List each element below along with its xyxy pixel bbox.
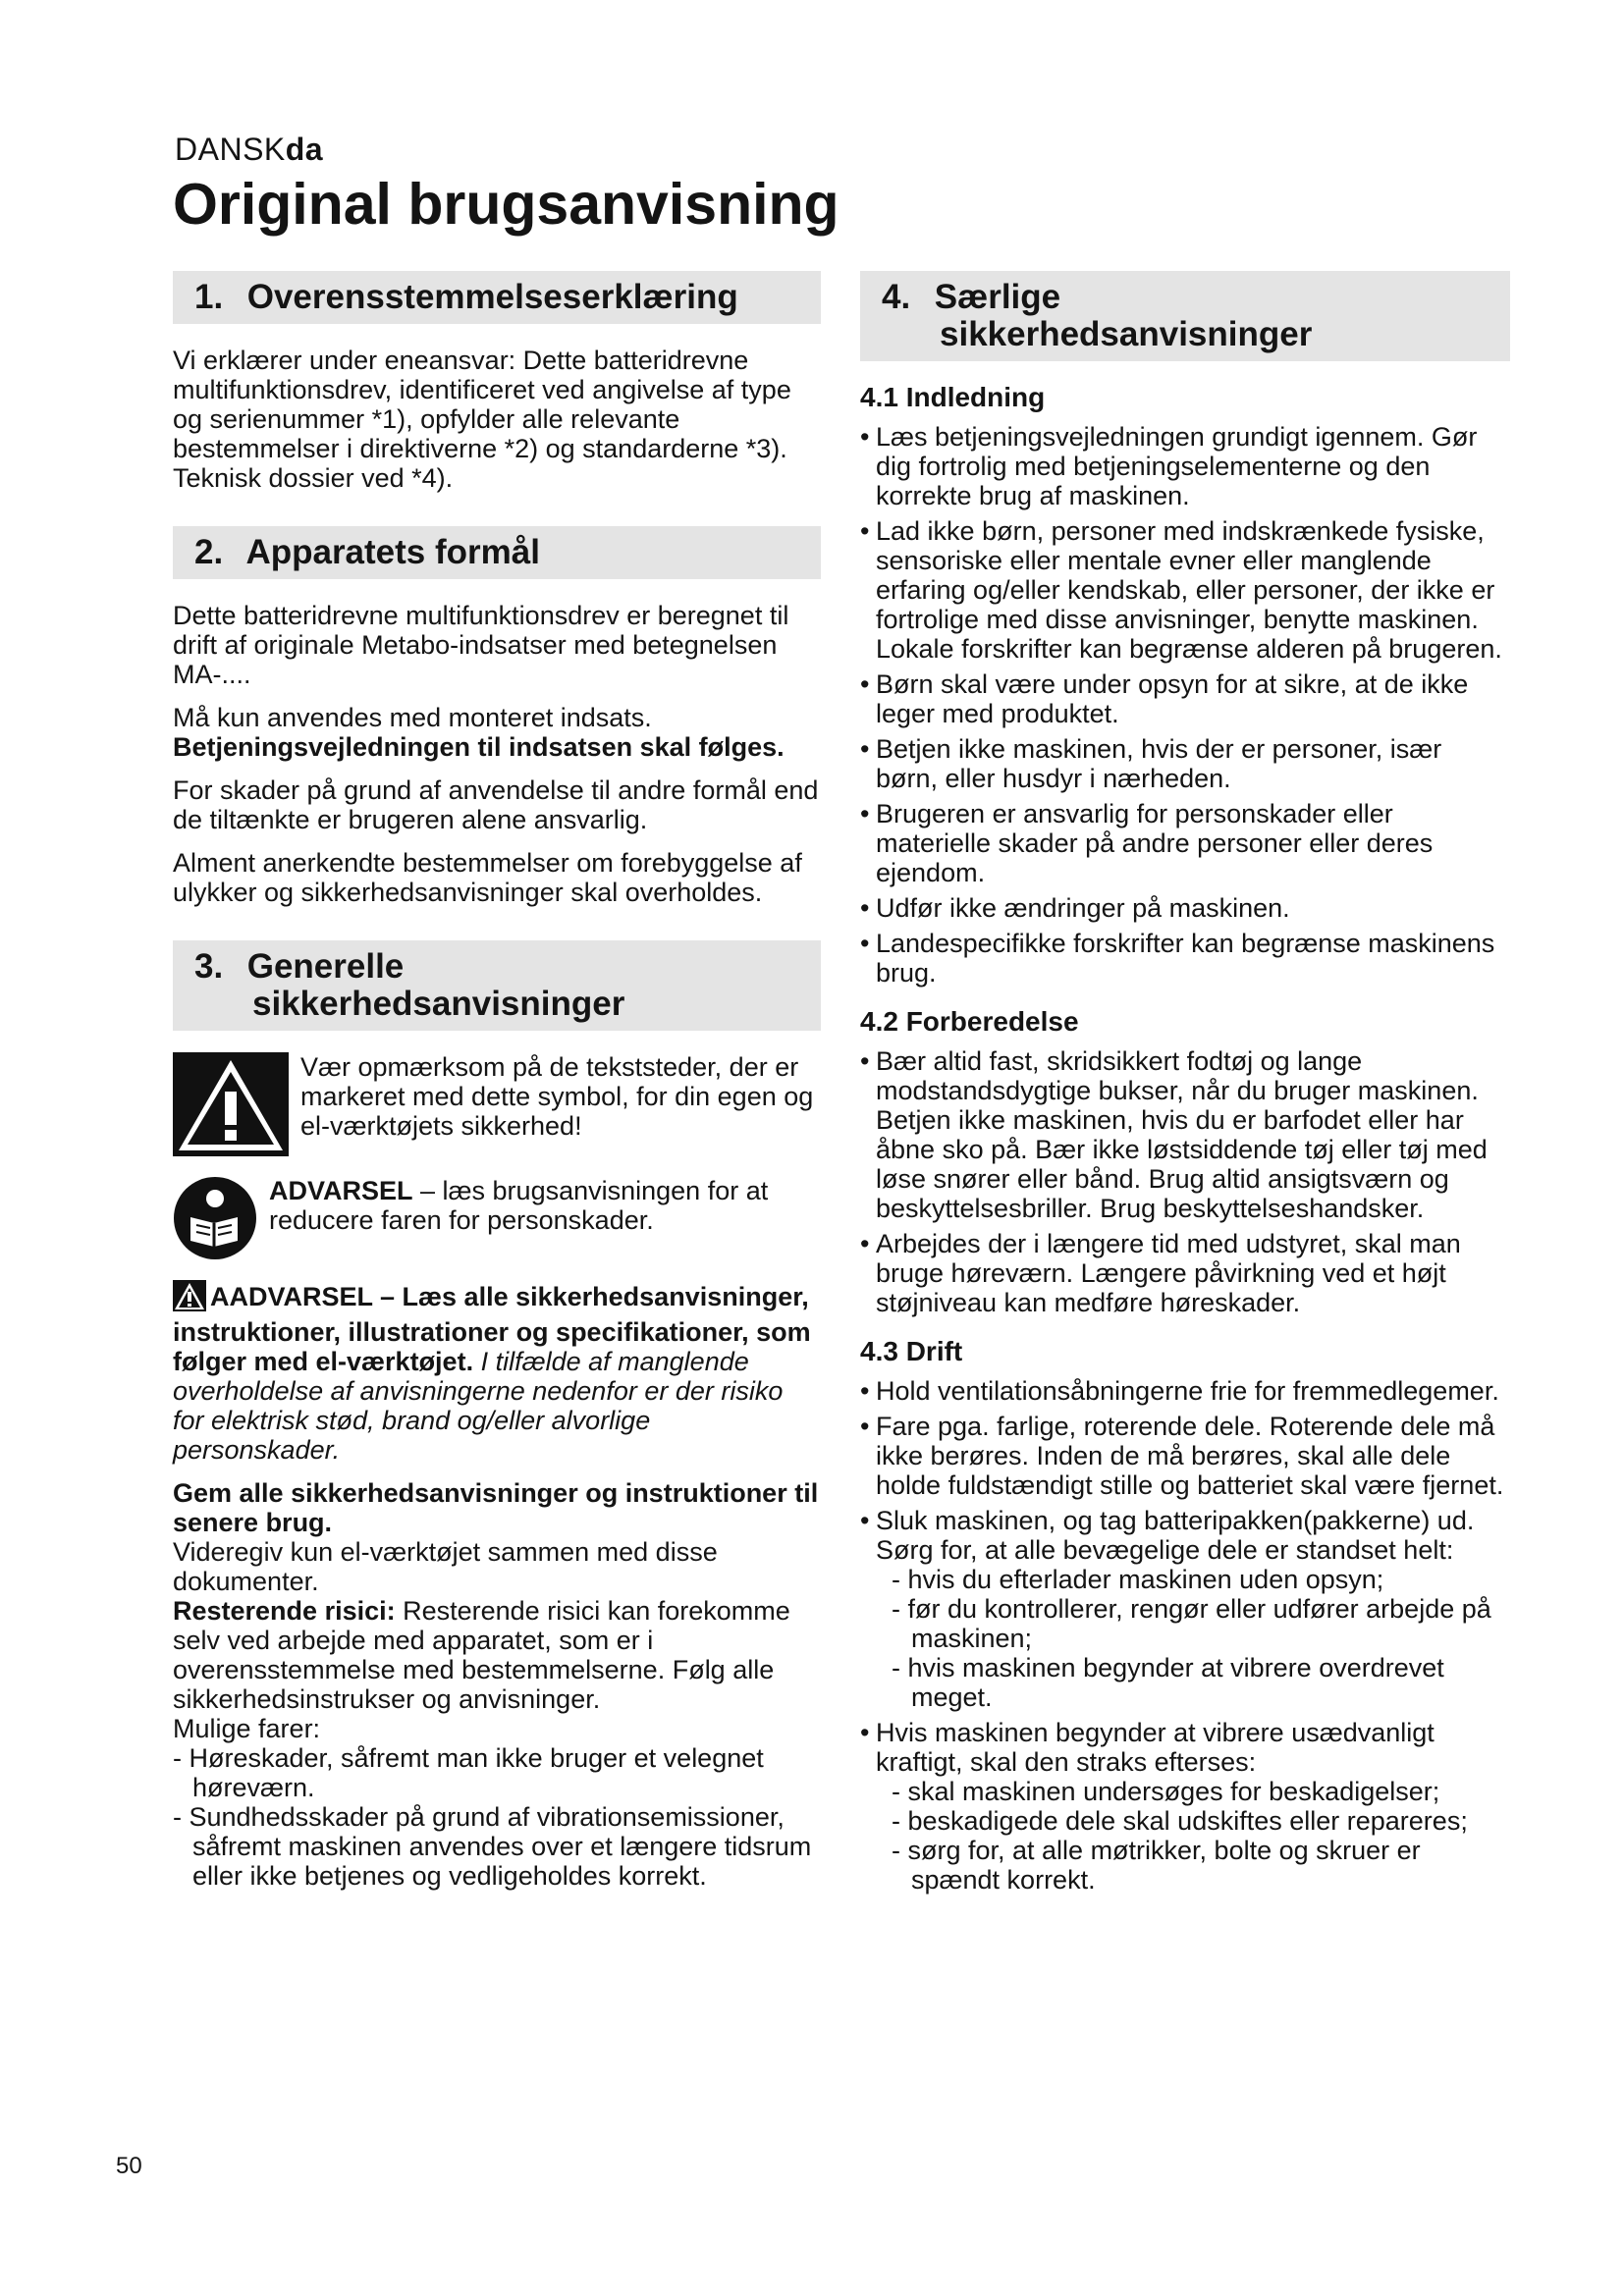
section-1-body: Vi erklærer under eneansvar: Dette batteridrevne multifunktionsdrev, identificeret ved angivelse af type og serienummer *1), opfylder alle relevante bestemmelser i direktiverne *2) og standarderne *3). Teknisk dossier ved *4). [173,346,791,493]
pass-on-note: Videregiv kun el-værktøjet sammen med disse dokumenter. [173,1537,718,1596]
language-label [175,132,323,168]
residual-risks [173,1596,821,1714]
section-2-purpose: Dette batteridrevne multifunktionsdrev er beregnet til drift af originale Metabo-indsatser med betegnelsen MA-.... [173,601,789,689]
vibration-checks [876,1777,1510,1895]
switch-off-conditions [876,1565,1510,1712]
page-title: Original brugsanvisning [173,172,839,237]
section-2-insert-note [173,703,821,762]
subsection-4-2-title: 4.2 Forberedelse [860,1006,1079,1037]
list-item: • Bær altid fast, skridsikkert fodtøj og lange modstandsdygtige bukser, når du bruger maskinen. Betjen ikke maskinen, hvis du er barfodet eller har åbne sko på. Bær ikke løstsiddende tøj eller tøj med løse snører eller bånd. Brug altid ansigtsværn og beskyttelsesbriller. Brug beskyttelseshandsker. [860,1046,1488,1223]
section-4-title-line1: Særlige [934,278,1061,316]
section-4-heading [860,271,1510,361]
small-warning-triangle-icon [173,1280,206,1317]
section-3-title-line1: Generelle [246,947,405,986]
section-2-title: Apparatets formål [245,533,540,571]
introduction-list [860,422,1510,988]
language-prefix: DANSK [175,132,286,167]
read-manual-note [173,1176,821,1266]
warning-symbol-text: Vær opmærksom på de tekststeder, der er markeret med dette symbol, for din egen og el-værktøjets sikkerhed! [300,1052,814,1141]
list-item: • Arbejdes der i længere tid med udstyret, skal man bruge høreværn. Længere påvirkning ved et højt støjniveau kan medføre høreskader. [860,1229,1461,1317]
section-4-title-line2: sikkerhedsanvisninger [940,315,1313,353]
insert-note-bold: Betjeningsvejledningen til indsatsen skal følges. [173,732,785,762]
read-manual-text [269,1176,821,1235]
list-item: - hvis maskinen begynder at vibrere overdrevet meget. [892,1653,1444,1712]
right-column [860,271,1510,1902]
section-3-heading [173,940,821,1031]
list-item: • Børn skal være under opsyn for at sikre, at de ikke leger med produktet. [860,669,1469,728]
possible-hazards-label: Mulige farer: [173,1714,321,1743]
warning-triangle-icon [173,1052,289,1162]
list-item: • Sluk maskinen, og tag batteripakken(pakkerne) ud. Sørg for, at alle bevægelige dele er standset helt: - hvis du efterlader maskinen uden opsyn; - før du kontrollerer, rengør eller udfører arbejde på maskinen; - hvis maskinen begynder at vibrere overdrevet meget. [860,1506,1510,1712]
residual-risks-text: Resterende risici kan forekomme selv ved arbejde med apparatet, som er i overensstemmelse med bestemmelserne. Følg alle sikkerhedsinstrukser og anvisninger. [173,1596,790,1714]
section-3-number: 3. [194,947,224,986]
advarsel-label: ADVARSEL [269,1176,413,1205]
list-item: - Sundhedsskader på grund af vibrationsemissioner, såfremt maskinen anvendes over et længere tidsrum eller ikke betjenes og vedligeholdes korrekt. [173,1802,812,1891]
section-1-title: Overensstemmelseserklæring [246,278,738,316]
list-item: - beskadigede dele skal udskiftes eller repareres; [892,1806,1468,1836]
page-number: 50 [116,2153,142,2179]
operation-list [860,1376,1510,1895]
residual-risks-label: Resterende risici: [173,1596,396,1626]
insert-note-text: Må kun anvendes med monteret indsats. [173,703,652,732]
section-1-heading [173,271,821,324]
section-4-number: 4. [882,278,911,316]
left-column [173,271,821,1891]
list-item: - Høreskader, såfremt man ikke bruger et velegnet høreværn. [173,1743,764,1802]
list-item: • Hvis maskinen begynder at vibrere usædvanligt kraftigt, skal den straks efterses: - skal maskinen undersøges for beskadigelser; - beskadigede dele skal udskiftes eller repareres; - sørg for, at alle møtrikker, bolte og skruer er spændt korrekt. [860,1718,1510,1895]
list-item: • Udfør ikke ændringer på maskinen. [860,893,1290,923]
list-item: - sørg for, at alle møtrikker, bolte og skruer er spændt korrekt. [892,1836,1421,1895]
subsection-4-1-title: 4.1 Indledning [860,382,1046,412]
read-manual-icon [173,1176,257,1266]
advarsel-text: – læs brugsanvisningen for at reducere faren for personskader. [269,1176,769,1235]
list-item: • Lad ikke børn, personer med indskrænkede fysiske, sensoriske eller mentale evner eller manglende erfaring og/eller kendskab, eller personer, der ikke er fortrolige med disse anvisninger, benytte maskinen. Lokale forskrifter kan begrænse alderen på brugeren. [860,516,1502,664]
section-3-title-line2: sikkerhedsanvisninger [252,985,625,1023]
list-item: - før du kontrollerer, rengør eller udfører arbejde på maskinen; [892,1594,1491,1653]
list-item: • Fare pga. farlige, roterende dele. Roterende dele må ikke berøres. Inden de må berøres, skal alle dele holde fuldstændigt stille og batteriet skal være fjernet. [860,1412,1504,1500]
list-item: • Læs betjeningsvejledningen grundigt igennem. Gør dig fortrolig med betjeningselementerne og den korrekte brug af maskinen. [860,422,1478,510]
language-code: da [285,132,324,167]
section-2-regulations: Alment anerkendte bestemmelser om forebyggelse af ulykker og sikkerhedsanvisninger skal overholdes. [173,848,802,907]
section-2-heading [173,526,821,579]
list-item: • Betjen ikke maskinen, hvis der er personer, især børn, eller husdyr i nærheden. [860,734,1442,793]
general-warning-bold: AADVARSEL – Læs alle sikkerhedsanvisninger, instruktioner, illustrationer og specifikationer, som følger med el-værktøjet. [173,1282,811,1376]
list-item: - hvis du efterlader maskinen uden opsyn; [892,1565,1384,1594]
keep-instructions: Gem alle sikkerhedsanvisninger og instruktioner til senere brug. [173,1478,819,1537]
subsection-4-3-title: 4.3 Drift [860,1336,963,1366]
section-2-number: 2. [194,533,224,571]
preparation-list [860,1046,1510,1317]
general-warning-italic: I tilfælde af manglende overholdelse af anvisningerne nedenfor er der risiko for elektrisk stød, brand og/eller alvorlige personskader. [173,1347,784,1465]
list-item: • Hold ventilationsåbningerne frie for fremmedlegemer. [860,1376,1499,1406]
section-2-liability: For skader på grund af anvendelse til andre formål end de tiltænkte er brugeren alene ansvarlig. [173,775,819,834]
hazards-list [173,1743,821,1891]
general-warning [173,1280,821,1465]
warning-symbol-note [173,1052,821,1162]
section-1-number: 1. [194,278,224,316]
list-item: • Brugeren er ansvarlig for personskader eller materielle skader på andre personer eller deres ejendom. [860,799,1434,887]
list-item: • Landespecifikke forskrifter kan begrænse maskinens brug. [860,929,1495,988]
list-item: - skal maskinen undersøges for beskadigelser; [892,1777,1440,1806]
